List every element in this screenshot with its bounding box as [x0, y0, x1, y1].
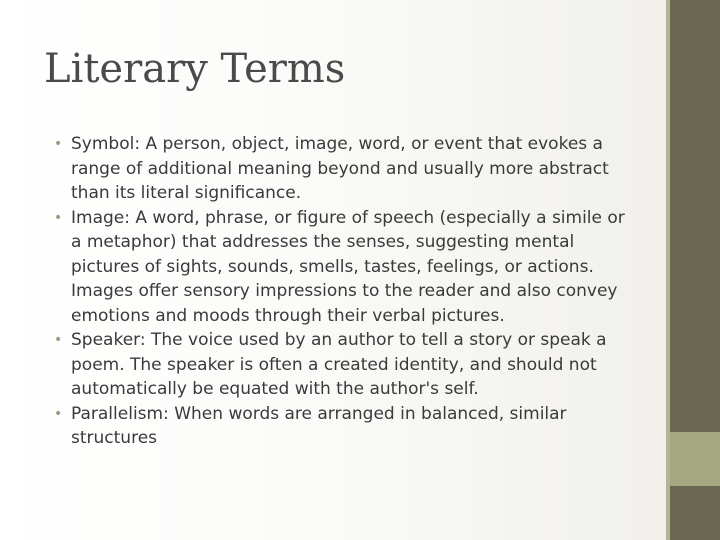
bullet-icon: • — [54, 332, 63, 348]
slide-title: Literary Terms — [44, 46, 346, 92]
side-band-dark — [670, 0, 720, 432]
bullet-icon: • — [54, 209, 63, 226]
term-label: Speaker — [71, 330, 140, 350]
term-definition: : A word, phrase, or figure of speech (especially a simile or a metaphor) that addresses the senses, suggesting mental pictures of sights, sounds, smells, tastes, feelings, or actions. Images offer sensory impressions to the reader and also convey emotions and moods through their verbal pictures. — [71, 207, 625, 326]
bullet-icon: • — [54, 136, 63, 152]
term-label: Parallelism — [71, 403, 164, 424]
bullet-item-parallelism — [54, 402, 634, 451]
term-definition: : A person, object, image, word, or event that evokes a range of additional meaning beyond and usually more abstract than its literal significance. — [71, 134, 609, 203]
bullet-list — [54, 132, 634, 451]
bullet-item-symbol — [54, 132, 634, 206]
side-band-bottom — [670, 486, 720, 540]
term-label: Symbol — [71, 134, 135, 154]
term-label: Image — [71, 207, 125, 228]
bullet-item-speaker — [54, 328, 634, 402]
side-band-accent — [670, 432, 720, 486]
bullet-icon: • — [54, 405, 63, 422]
bullet-item-image — [54, 206, 634, 329]
term-definition: : When words are arranged in balanced, similar structures — [71, 403, 567, 448]
term-definition: : The voice used by an author to tell a story or speak a poem. The speaker is often a created identity, and should not automatically be equated with the author's self. — [71, 330, 607, 399]
